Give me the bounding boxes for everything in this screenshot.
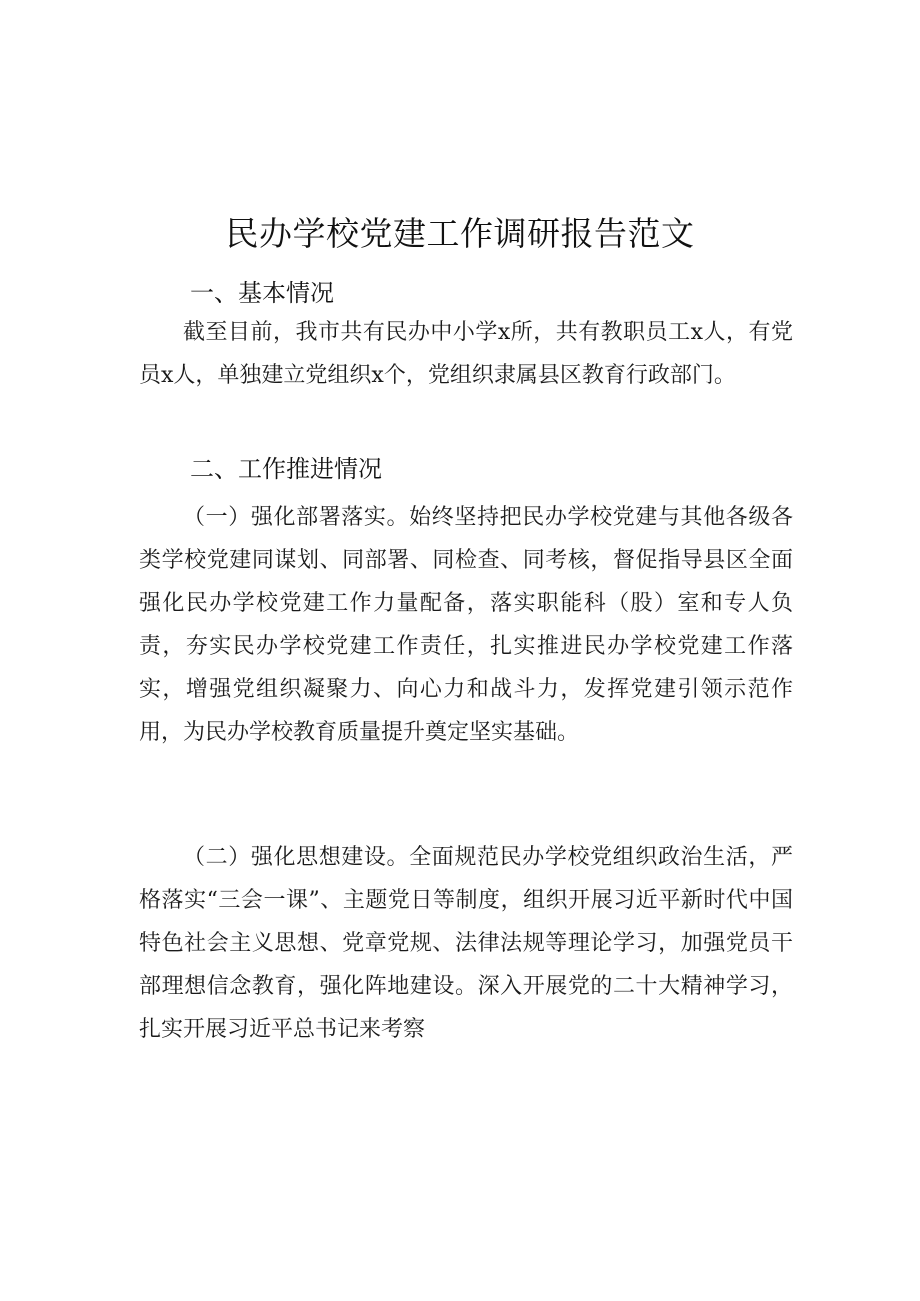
paragraph-deployment: （一）强化部署落实。始终坚持把民办学校党建与其他各级各类学校党建同谋划、同部署、同检查、同考核，督促指导县区全面强化民办学校党建工作力量配备，落实职能科（股）室和专人负责，夯实民办学校党建工作责任，扎实推进民办学校党建工作落实，增强党组织凝聚力、向心力和战斗力，发挥党建引领示范作用，为民办学校教育质量提升奠定坚实基础。 xyxy=(139,505,793,745)
section-heading-basic-situation: 一、基本情况 xyxy=(190,279,334,307)
paragraph-ideological-building: （二）强化思想建设。全面规范民办学校党组织政治生活，严格落实“三会一课”、主题党日等制度，组织开展习近平新时代中国特色社会主义思想、党章党规、法律法规等理论学习，加强党员干部理想信念教育，强化阵地建设。深入开展党的二十大精神学习，扎实开展习近平总书记来考察 xyxy=(139,845,793,1042)
section-heading-work-progress: 二、工作推进情况 xyxy=(190,455,382,483)
paragraph-basic-situation: 截至目前，我市共有民办中小学x所，共有教职员工x人，有党员x人，单独建立党组织x个，党组织隶属县区教育行政部门。 xyxy=(139,320,793,388)
document-title: 民办学校党建工作调研报告范文 xyxy=(225,214,695,253)
